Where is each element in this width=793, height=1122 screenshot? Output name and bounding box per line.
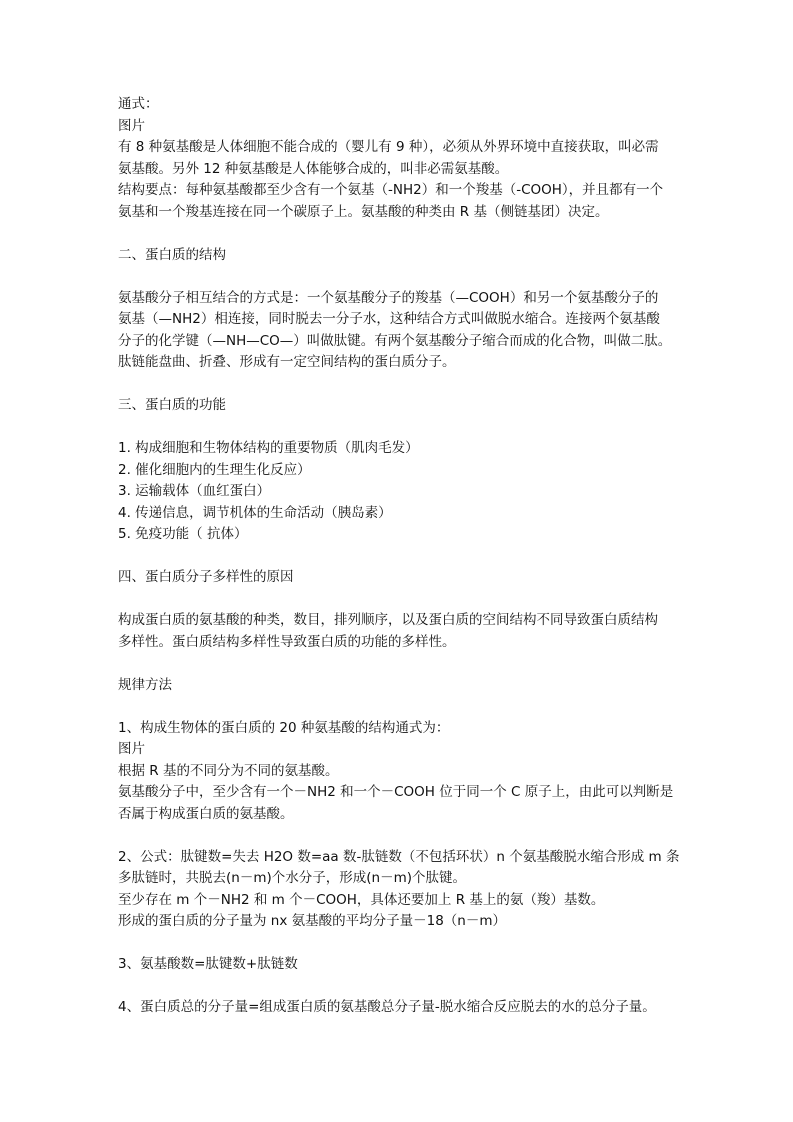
document-page [118, 94, 678, 1019]
image-placeholder-label: 图片 [118, 117, 145, 134]
spacer [118, 223, 678, 245]
spacer [118, 696, 678, 718]
text-line: 肽链能盘曲、折叠、形成有一定空间结构的蛋白质分子。 [118, 354, 456, 370]
text-line: 结构要点：每种氨基酸都至少含有一个氨基（-NH2）和一个羧基（-COOH），并且都有一个 [118, 182, 664, 198]
spacer [118, 825, 678, 847]
text-line: 氨基酸分子中，至少含有一个－NH2 和一个－COOH 位于同一个 C 原子上，由此可以判断是 [118, 784, 674, 800]
text-line: 1、构成生物体的蛋白质的 20 种氨基酸的结构通式为： [118, 719, 450, 736]
protein-structure-paragraph [118, 288, 678, 374]
spacer [118, 933, 678, 955]
spacer [118, 546, 678, 568]
text-line: 有 8 种氨基酸是人体细胞不能合成的（婴儿有 9 种），必须从外界环境中直接获取，叫必需 [118, 139, 659, 155]
list-item: 4. 传递信息，调节机体的生命活动（胰岛素） [118, 504, 392, 521]
image-placeholder-label: 图片 [118, 741, 145, 757]
text-line: 多样性。蛋白质结构多样性导致蛋白质的功能的多样性。 [118, 633, 456, 650]
section-heading: 二、蛋白质的结构 [118, 246, 226, 263]
text-line: 氨基（—NH2）相连接，同时脱去一分子水，这种结合方式叫做脱水缩合。连接两个氨基酸 [118, 311, 660, 327]
section-heading: 三、蛋白质的功能 [118, 397, 226, 413]
text-line: 形成的蛋白质的分子量为 nx 氨基酸的平均分子量－18（n－m） [118, 913, 507, 929]
method-point-1 [118, 718, 678, 826]
text-line: 分子的化学键（—NH—CO—）叫做肽键。有两个氨基酸分子缩合而成的化合物，叫做二肽。 [118, 332, 672, 349]
section-heading: 四、蛋白质分子多样性的原因 [118, 569, 294, 585]
spacer [118, 417, 678, 439]
spacer [118, 374, 678, 396]
text-line: 2、公式：肽键数=失去 H2O 数=aa 数-肽链数（不包括环状）n 个氨基酸脱水缩合形成 m 条 [118, 848, 680, 865]
list-item: 1. 构成细胞和生物体结构的重要物质（肌肉毛发） [118, 440, 419, 456]
list-item: 2. 催化细胞内的生理生化反应） [118, 461, 311, 478]
text-line: 否属于构成蛋白质的氨基酸。 [118, 805, 294, 822]
diversity-paragraph [118, 610, 678, 653]
list-item: 3. 运输载体（血红蛋白） [118, 483, 271, 499]
text-line: 氨基酸分子相互结合的方式是：一个氨基酸分子的羧基（—COOH）和另一个氨基酸分子的 [118, 289, 659, 306]
list-item: 5. 免疫功能（ 抗体） [118, 526, 248, 542]
method-point-3: 3、氨基酸数=肽键数+肽链数 [118, 956, 298, 972]
text-line: 至少存在 m 个－NH2 和 m 个－COOH，具体还要加上 R 基上的氨（羧）基数。 [118, 891, 605, 908]
text-line: 通式： [118, 96, 159, 112]
text-line: 氨基酸。另外 12 种氨基酸是人体能够合成的，叫非必需氨基酸。 [118, 160, 509, 177]
method-point-2 [118, 847, 678, 933]
function-list [118, 438, 678, 546]
text-line: 多肽链时，共脱去(n－m)个水分子，形成(n－m)个肽键。 [118, 870, 466, 886]
spacer [118, 266, 678, 288]
method-point-4: 4、蛋白质总的分子量=组成蛋白质的氨基酸总分子量-脱水缩合反应脱去的水的总分子量。 [118, 999, 656, 1015]
text-line: 构成蛋白质的氨基酸的种类，数目，排列顺序，以及蛋白质的空间结构不同导致蛋白质结构 [118, 612, 658, 628]
intro-block [118, 94, 678, 223]
spacer [118, 653, 678, 675]
spacer [118, 589, 678, 611]
section-heading: 规律方法 [118, 676, 172, 693]
text-line: 氨基和一个羧基连接在同一个碳原子上。氨基酸的种类由 R 基（侧链基团）决定。 [118, 203, 609, 220]
spacer [118, 976, 678, 998]
text-line: 根据 R 基的不同分为不同的氨基酸。 [118, 762, 339, 779]
